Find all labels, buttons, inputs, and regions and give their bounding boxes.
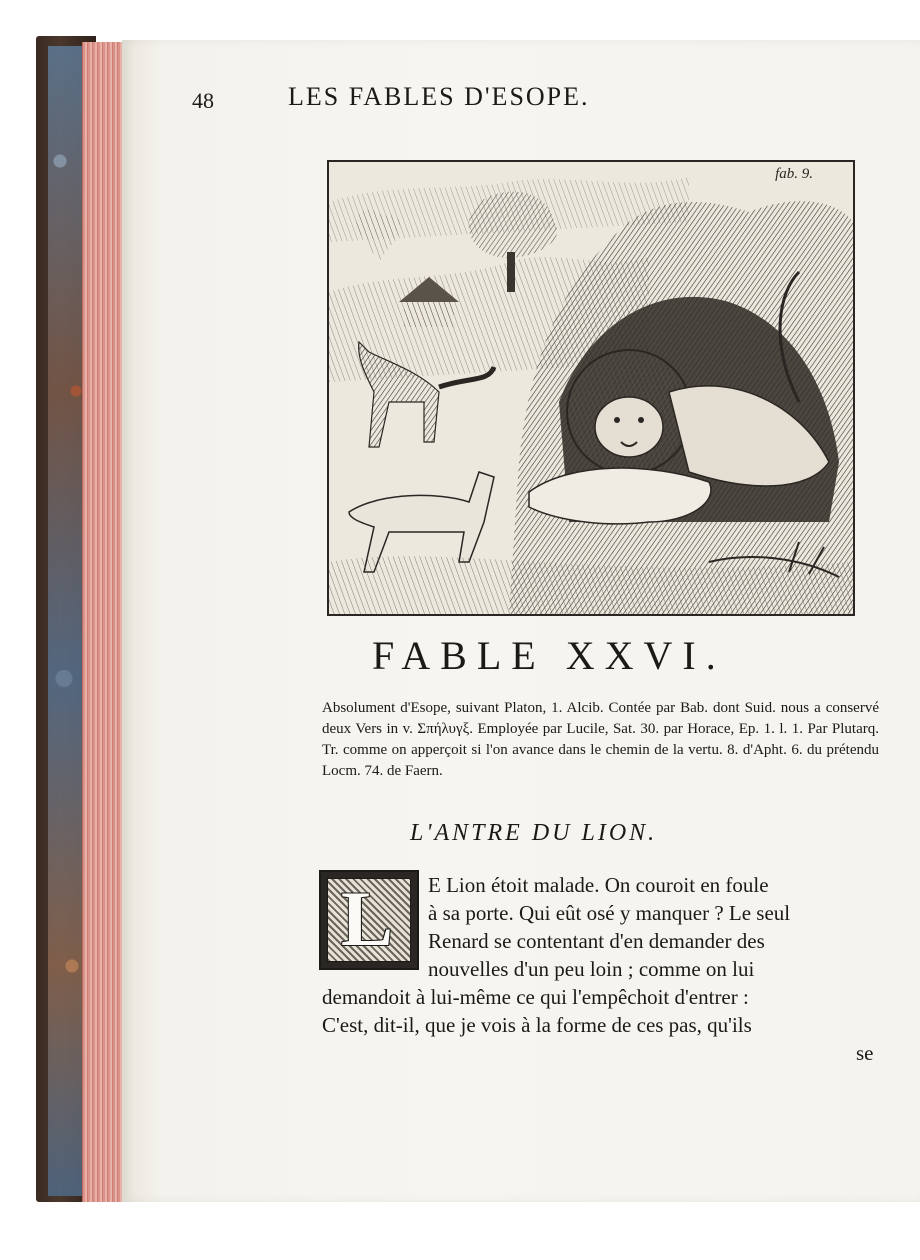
page-edges (82, 42, 123, 1202)
body-line: E Lion étoit malade. On couroit en foule (428, 873, 769, 897)
running-title: LES FABLES D'ESOPE. (288, 82, 590, 111)
fable-subtitle: L'ANTRE DU LION. (410, 820, 658, 846)
catchword: se (856, 1041, 874, 1065)
body-line: demandoit à lui-même ce qui l'empêchoit d'entrer : (322, 985, 749, 1009)
engraving-illustration (327, 160, 855, 616)
engraving-lion-in-cave-icon (329, 162, 853, 614)
body-line: nouvelles d'un peu loin ; comme on lui (428, 957, 755, 981)
source-note: Absolument d'Esope, suivant Platon, 1. Alcib. Contée par Bab. dont Suid. nous a conservé deux Vers in v. Σπήλυγξ. Employée par Lucile, Sat. 30. par Horace, Ep. 1. l. 1. Par Plutarq. Tr. comme on apperçoit si l'on avance dans le chemin de la vertu. 8. d'Apht. 6. du prétendu Locm. 74. de Faern. (322, 700, 879, 779)
dropcap-initial (319, 870, 419, 970)
body-line: Renard se contentant d'en demander des (428, 929, 765, 953)
running-head (192, 82, 672, 122)
dropcap-letter: L (341, 875, 394, 962)
body-line: à sa porte. Qui eût osé y manquer ? Le seul (428, 901, 791, 925)
fable-title: FABLE XXVI. (372, 633, 726, 678)
plate-mark: fab. 9. (775, 166, 813, 182)
body-line: C'est, dit-il, que je vois à la forme de ces pas, qu'ils (322, 1013, 752, 1037)
page-number: 48 (192, 88, 214, 113)
